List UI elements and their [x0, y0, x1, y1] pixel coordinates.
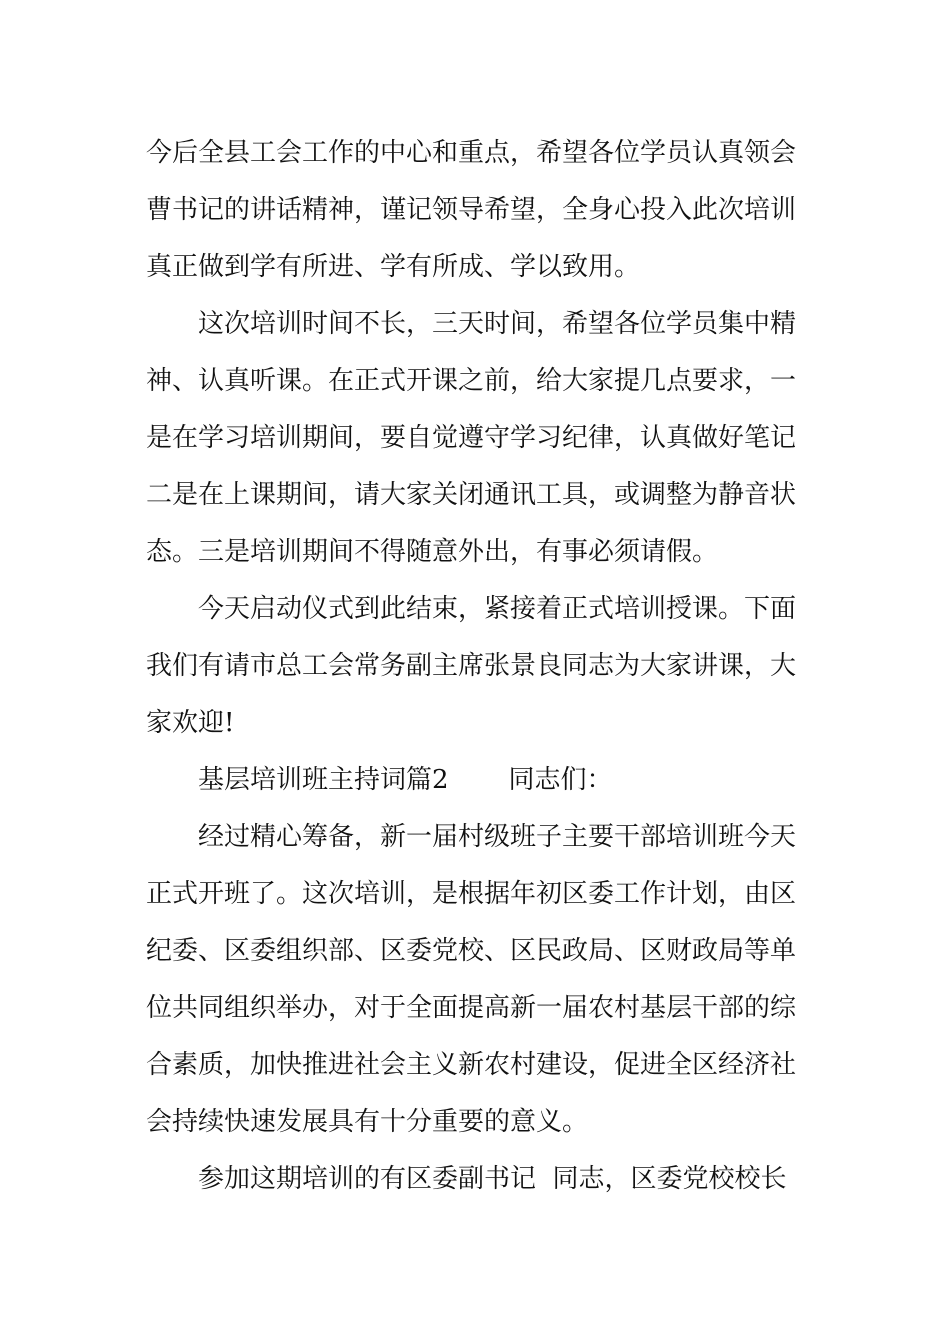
paragraph-line: 位共同组织举办，对于全面提高新一届农村基层干部的综: [146, 993, 797, 1023]
paragraph-line: 我们有请市总工会常务副主席张景良同志为大家讲课，大: [146, 651, 797, 681]
section-heading: [198, 764, 878, 796]
paragraph-line: 真正做到学有所进、学有所成、学以致用。: [146, 252, 641, 282]
paragraph-line: 态。三是培训期间不得随意外出，有事必须请假。: [146, 537, 719, 567]
heading-title: 基层培训班主持词篇2: [198, 765, 449, 795]
paragraph-line: 正式开班了。这次培训，是根据年初区委工作计划，由区: [146, 879, 797, 909]
paragraph-line: 纪委、区委组织部、区委党校、区民政局、区财政局等单: [146, 936, 797, 966]
paragraph-line: 今天启动仪式到此结束，紧接着正式培训授课。下面: [198, 594, 797, 624]
paragraph-line: 经过精心筹备，新一届村级班子主要干部培训班今天: [198, 822, 797, 852]
paragraph-line: 是在学习培训期间，要自觉遵守学习纪律，认真做好笔记: [146, 423, 797, 453]
paragraph-line: 参加这期培训的有区委副书记 同志，区委党校校长: [198, 1164, 787, 1194]
paragraph-line: 这次培训时间不长，三天时间，希望各位学员集中精: [198, 309, 797, 339]
paragraph-line: 会持续快速发展具有十分重要的意义。: [146, 1107, 589, 1137]
paragraph-line: 家欢迎!: [146, 708, 235, 738]
paragraph-line: 曹书记的讲话精神，谨记领导希望，全身心投入此次培训: [146, 195, 797, 225]
paragraph-line: 二是在上课期间，请大家关闭通讯工具，或调整为静音状: [146, 480, 797, 510]
paragraph-line: 今后全县工会工作的中心和重点，希望各位学员认真领会: [146, 138, 797, 168]
paragraph-line: 神、认真听课。在正式开课之前，给大家提几点要求，一: [146, 366, 797, 396]
heading-salutation: 同志们：: [508, 765, 613, 795]
paragraph-line: 合素质，加快推进社会主义新农村建设，促进全区经济社: [146, 1050, 797, 1080]
